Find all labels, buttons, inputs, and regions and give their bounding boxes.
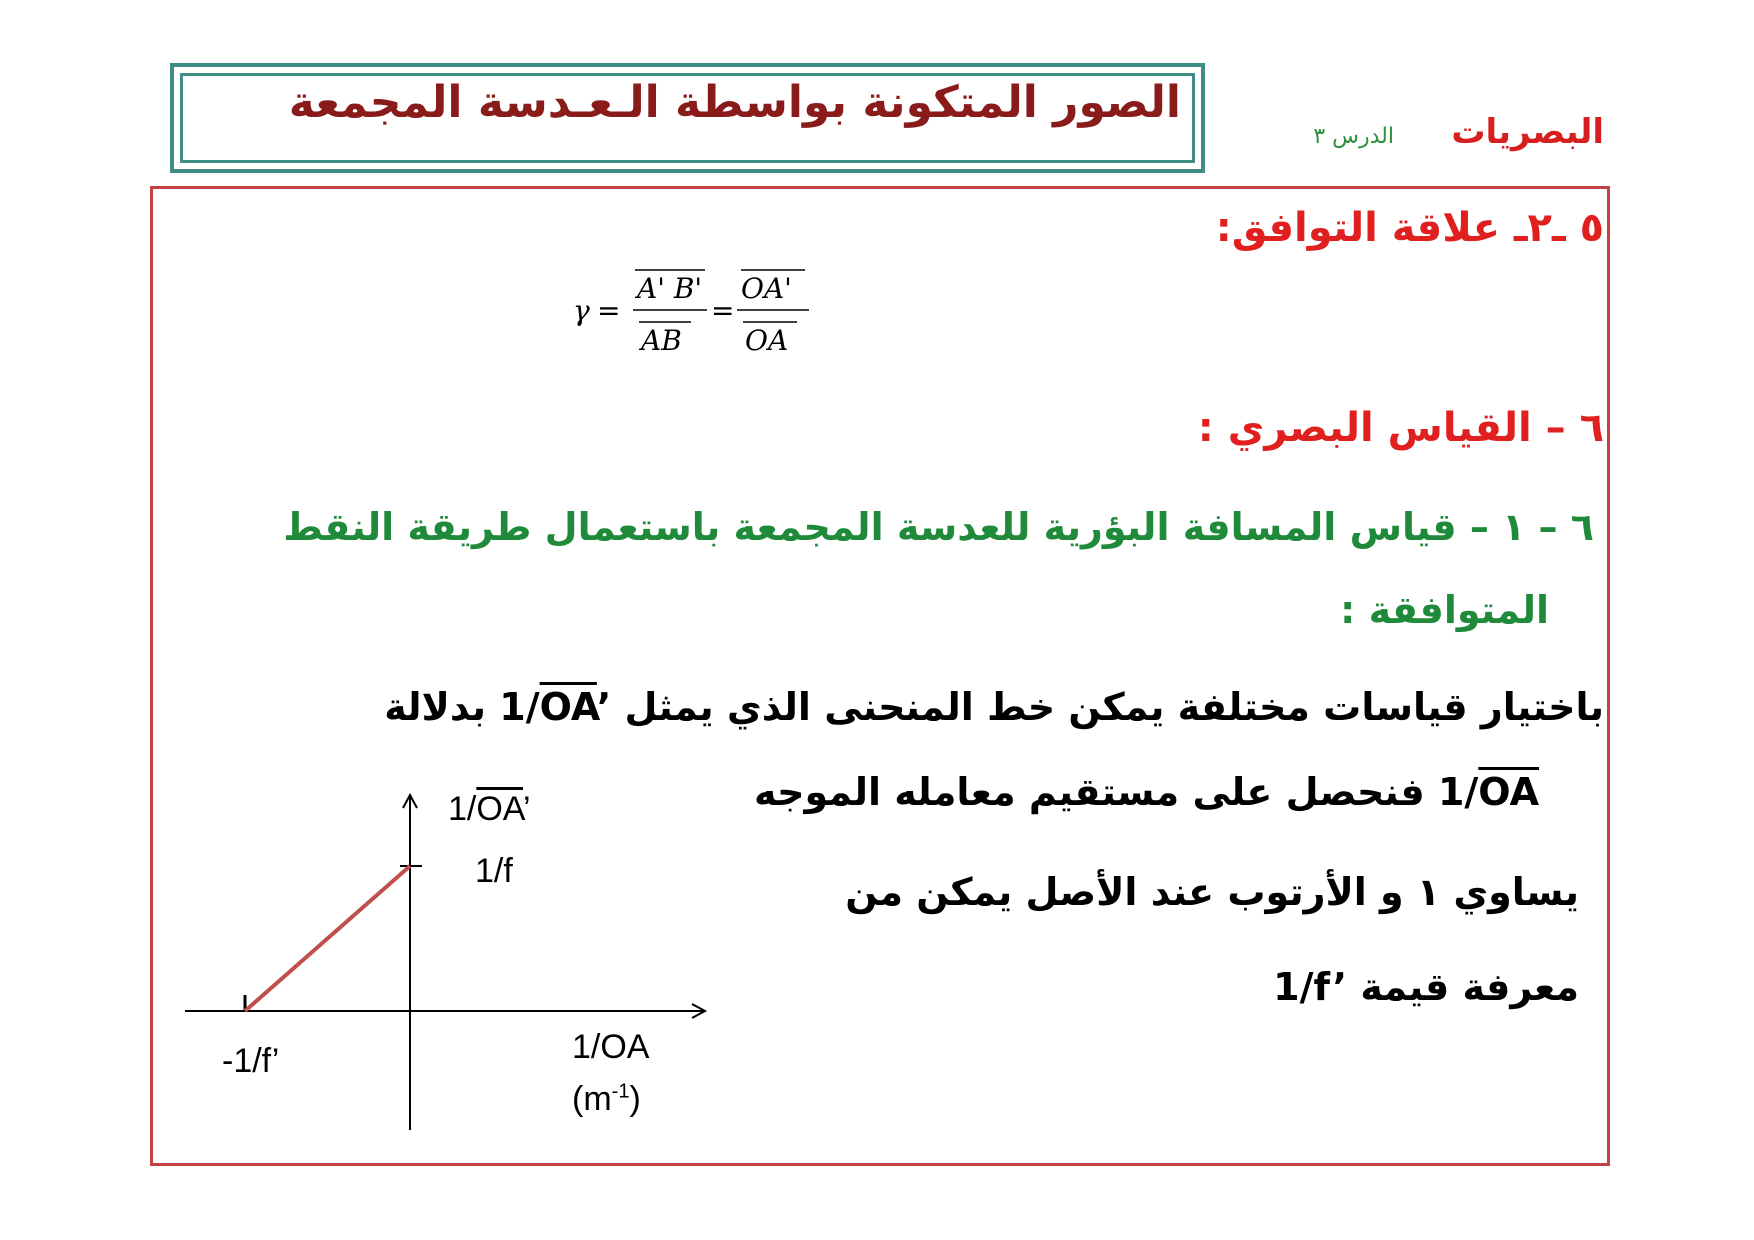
section-5-heading: ٥ ـ٢ـ علاقة التوافق: (1215, 205, 1604, 251)
graph-line (245, 866, 410, 1011)
formula-numerator-2: OA' (741, 272, 792, 305)
section-6-heading: ٦ – القياس البصري : (1197, 405, 1604, 451)
paragraph-line-2-math: $1/\overline{OA}$ (1437, 770, 1539, 814)
formula-gamma: γ (573, 294, 590, 327)
paragraph-line-4-math: 1/f’ (1273, 965, 1348, 1009)
x-intercept-label: -1/f’ (222, 1042, 280, 1080)
paragraph-line-1-end: بدلالة (384, 685, 487, 729)
y-intercept-label: 1/f (475, 852, 513, 890)
y-axis-label: $1/\overline{OA}$’ (448, 790, 531, 828)
formula-equals-2: = (711, 294, 735, 327)
page-title: الصور المتكونة بواسطة الـعـدسة المجمعة (288, 77, 1181, 128)
section-6-1-heading-line1: ٦ – ١ – قياس المسافة البؤرية للعدسة المجمعة باستعمال طريقة النقط (283, 505, 1594, 549)
lens-graph (180, 780, 740, 1160)
x-axis-label: 1/OA (572, 1028, 650, 1066)
lesson-label: الدرس ٣ (1313, 124, 1394, 149)
paragraph-line-3: يساوي ١ و الأرتوب عند الأصل يمكن من (845, 870, 1579, 914)
x-axis-unit: $(m^{-1})$ (572, 1080, 641, 1118)
paragraph-line-4-text: معرفة قيمة (1360, 965, 1579, 1009)
paragraph-line-2 (754, 770, 1539, 814)
formula-denominator-1: AB (641, 324, 682, 357)
paragraph-line-1 (384, 685, 1604, 729)
formula-numerator-1: A' B' (637, 272, 703, 305)
paragraph-line-4 (1273, 965, 1579, 1009)
subject-label: البصريات (1451, 112, 1604, 152)
paragraph-line-2-text: فنحصل على مستقيم معامله الموجه (754, 770, 1425, 814)
section-6-1-heading-line2: المتوافقة : (1340, 588, 1549, 632)
paragraph-line-1-math: $1/\overline{OA}$’ (499, 685, 612, 729)
title-frame (170, 63, 1205, 173)
formula-denominator-2: OA (745, 324, 789, 357)
conjugation-formula (565, 262, 825, 362)
formula-equals-1: = (597, 294, 621, 327)
paragraph-line-1-text: باختيار قياسات مختلفة يمكن خط المنحنى الذي يمثل (624, 685, 1604, 729)
